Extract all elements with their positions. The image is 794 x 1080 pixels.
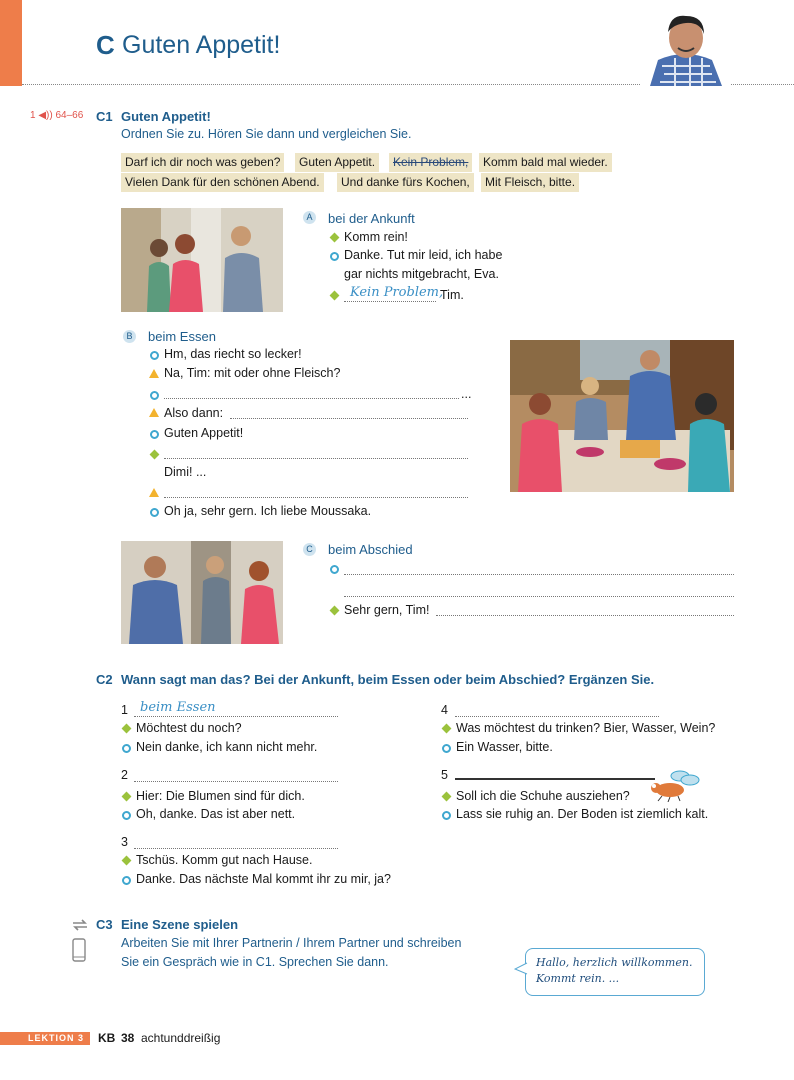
phrase-chip: Und danke fürs Kochen, [337, 173, 474, 192]
answer-blank[interactable] [344, 301, 436, 302]
dialogue-line: Also dann: [164, 406, 224, 420]
mobile-phone-icon [72, 938, 86, 962]
part-b-marker: B [123, 330, 136, 343]
exercise-title-c3: Eine Szene spielen [121, 917, 239, 932]
handwritten-answer: beim Essen [140, 700, 216, 715]
exercise-number-c2: C2 [96, 672, 113, 687]
speaker-circle-icon [150, 508, 159, 517]
answer-blank[interactable] [230, 418, 468, 419]
exercise-title-c2: Wann sagt man das? Bei der Ankunft, beim Essen oder beim Abschied? Ergänzen Sie. [121, 672, 655, 687]
exercise-number-c3: C3 [96, 917, 113, 932]
item-number: 4 [441, 703, 448, 717]
speaker-triangle-icon [149, 488, 159, 497]
farewell-photo [121, 541, 283, 644]
dialogue-line: Danke. Tut mir leid, ich habe [344, 248, 503, 262]
partner-exchange-icon [72, 919, 88, 931]
dialogue-line: gar nichts mitgebracht, Eva. [344, 267, 499, 281]
phrase-chip-used: Kein Problem, [389, 153, 472, 172]
answer-blank[interactable] [344, 574, 734, 575]
speaker-circle-icon [150, 430, 159, 439]
speaker-circle-icon [442, 744, 451, 753]
speaker-circle-icon [442, 811, 451, 820]
speech-bubble-tail [514, 962, 528, 976]
item-number: 1 [121, 703, 128, 717]
answer-blank[interactable] [344, 596, 734, 597]
dialogue-line: Na, Tim: mit oder ohne Fleisch? [164, 366, 341, 380]
speaker-circle-icon [150, 351, 159, 360]
speaker-circle-icon [122, 744, 131, 753]
phrase-chip: Guten Appetit. [295, 153, 379, 172]
dialogue-line: Ein Wasser, bitte. [456, 740, 553, 754]
phrase-chip: Mit Fleisch, bitte. [481, 173, 579, 192]
dialogue-line: Guten Appetit! [164, 426, 244, 440]
handwritten-answer: Kein Problem, [350, 285, 444, 300]
fly-illustration [648, 768, 704, 802]
header-accent-bar [0, 0, 22, 86]
page-number: 38 [121, 1031, 135, 1045]
exercise-instruction-c1: Ordnen Sie zu. Hören Sie dann und vergleichen Sie. [121, 127, 412, 141]
dialogue-line: Hier: Die Blumen sind für dich. [136, 789, 305, 803]
part-a-heading: bei der Ankunft [328, 211, 415, 226]
dialogue-line: Lass sie ruhig an. Der Boden ist ziemlich kalt. [456, 807, 709, 821]
answer-blank[interactable] [134, 848, 338, 849]
kursbuch-label: KB [98, 1031, 116, 1045]
exercise-instruction-c3: Arbeiten Sie mit Ihrer Partnerin / Ihrem Partner und schreiben [121, 936, 462, 950]
dialogue-line: Tschüs. Komm gut nach Hause. [136, 853, 313, 867]
audio-track-reference[interactable]: 1 ◀)) 64–66 [30, 110, 84, 121]
dialogue-line: Möchtest du noch? [136, 721, 242, 735]
phrase-chip: Vielen Dank für den schönen Abend. [121, 173, 324, 192]
phrase-chip: Komm bald mal wieder. [479, 153, 612, 172]
part-c-marker: C [303, 543, 316, 556]
answer-blank[interactable] [164, 458, 468, 459]
arrival-photo [121, 208, 283, 312]
speaker-diamond-icon [442, 792, 452, 802]
page-number-word: achtunddreißig [141, 1031, 221, 1045]
speaker-circle-icon [122, 876, 131, 885]
speaker-diamond-icon [122, 792, 132, 802]
answer-blank[interactable] [436, 615, 734, 616]
exercise-number-c1: C1 [96, 109, 113, 124]
speaker-diamond-icon [442, 724, 452, 734]
dialogue-line: Hm, das riecht so lecker! [164, 347, 302, 361]
part-c-heading: beim Abschied [328, 542, 413, 557]
speaker-circle-icon [330, 252, 339, 261]
item-number: 2 [121, 768, 128, 782]
dialogue-line: Dimi! ... [164, 465, 207, 479]
dialogue-line: Sehr gern, Tim! [344, 603, 430, 617]
lesson-label: LEKTION 3 [0, 1032, 90, 1045]
speaker-circle-icon [330, 565, 339, 574]
item-number: 5 [441, 768, 448, 782]
dialogue-line: Was möchtest du trinken? Bier, Wasser, Wein? [456, 721, 716, 735]
answer-blank[interactable] [164, 398, 459, 399]
speaker-circle-icon [150, 391, 159, 400]
speaker-diamond-icon [330, 606, 340, 616]
dialogue-line: Soll ich die Schuhe ausziehen? [456, 789, 630, 803]
phrase-chip: Darf ich dir noch was geben? [121, 153, 284, 172]
part-b-heading: beim Essen [148, 329, 216, 344]
speaker-diamond-icon [150, 450, 160, 460]
answer-blank[interactable] [455, 716, 659, 717]
section-letter: C [96, 30, 115, 60]
dialogue-line: Tim. [440, 288, 464, 302]
dialogue-line: Komm rein! [344, 230, 408, 244]
speaker-circle-icon [122, 811, 131, 820]
speaker-diamond-icon [122, 856, 132, 866]
man-portrait-photo [640, 8, 730, 86]
dialogue-line: Oh ja, sehr gern. Ich liebe Moussaka. [164, 504, 372, 518]
answer-blank[interactable] [164, 497, 468, 498]
speaker-diamond-icon [330, 291, 340, 301]
dialogue-line: Danke. Das nächste Mal kommt ihr zu mir, ja? [136, 872, 391, 886]
answer-blank[interactable] [455, 778, 655, 780]
item-number: 3 [121, 835, 128, 849]
exercise-instruction-c3: Sie ein Gespräch wie in C1. Sprechen Sie dann. [121, 955, 389, 969]
speaker-diamond-icon [330, 233, 340, 243]
dialogue-line: Oh, danke. Das ist aber nett. [136, 807, 296, 821]
dinner-photo [510, 340, 734, 492]
speaker-triangle-icon [149, 369, 159, 378]
dialogue-line: Nein danke, ich kann nicht mehr. [136, 740, 318, 754]
section-title: Guten Appetit! [122, 31, 281, 59]
dialogue-line: ... [461, 387, 472, 401]
answer-blank[interactable] [134, 781, 338, 782]
speech-bubble-text: Kommt rein. ... [536, 972, 620, 985]
part-a-marker: A [303, 211, 316, 224]
speaker-triangle-icon [149, 408, 159, 417]
speaker-diamond-icon [122, 724, 132, 734]
answer-blank[interactable] [134, 716, 338, 717]
exercise-title-c1: Guten Appetit! [121, 109, 211, 124]
speech-bubble-text: Hallo, herzlich willkommen. [536, 956, 693, 969]
